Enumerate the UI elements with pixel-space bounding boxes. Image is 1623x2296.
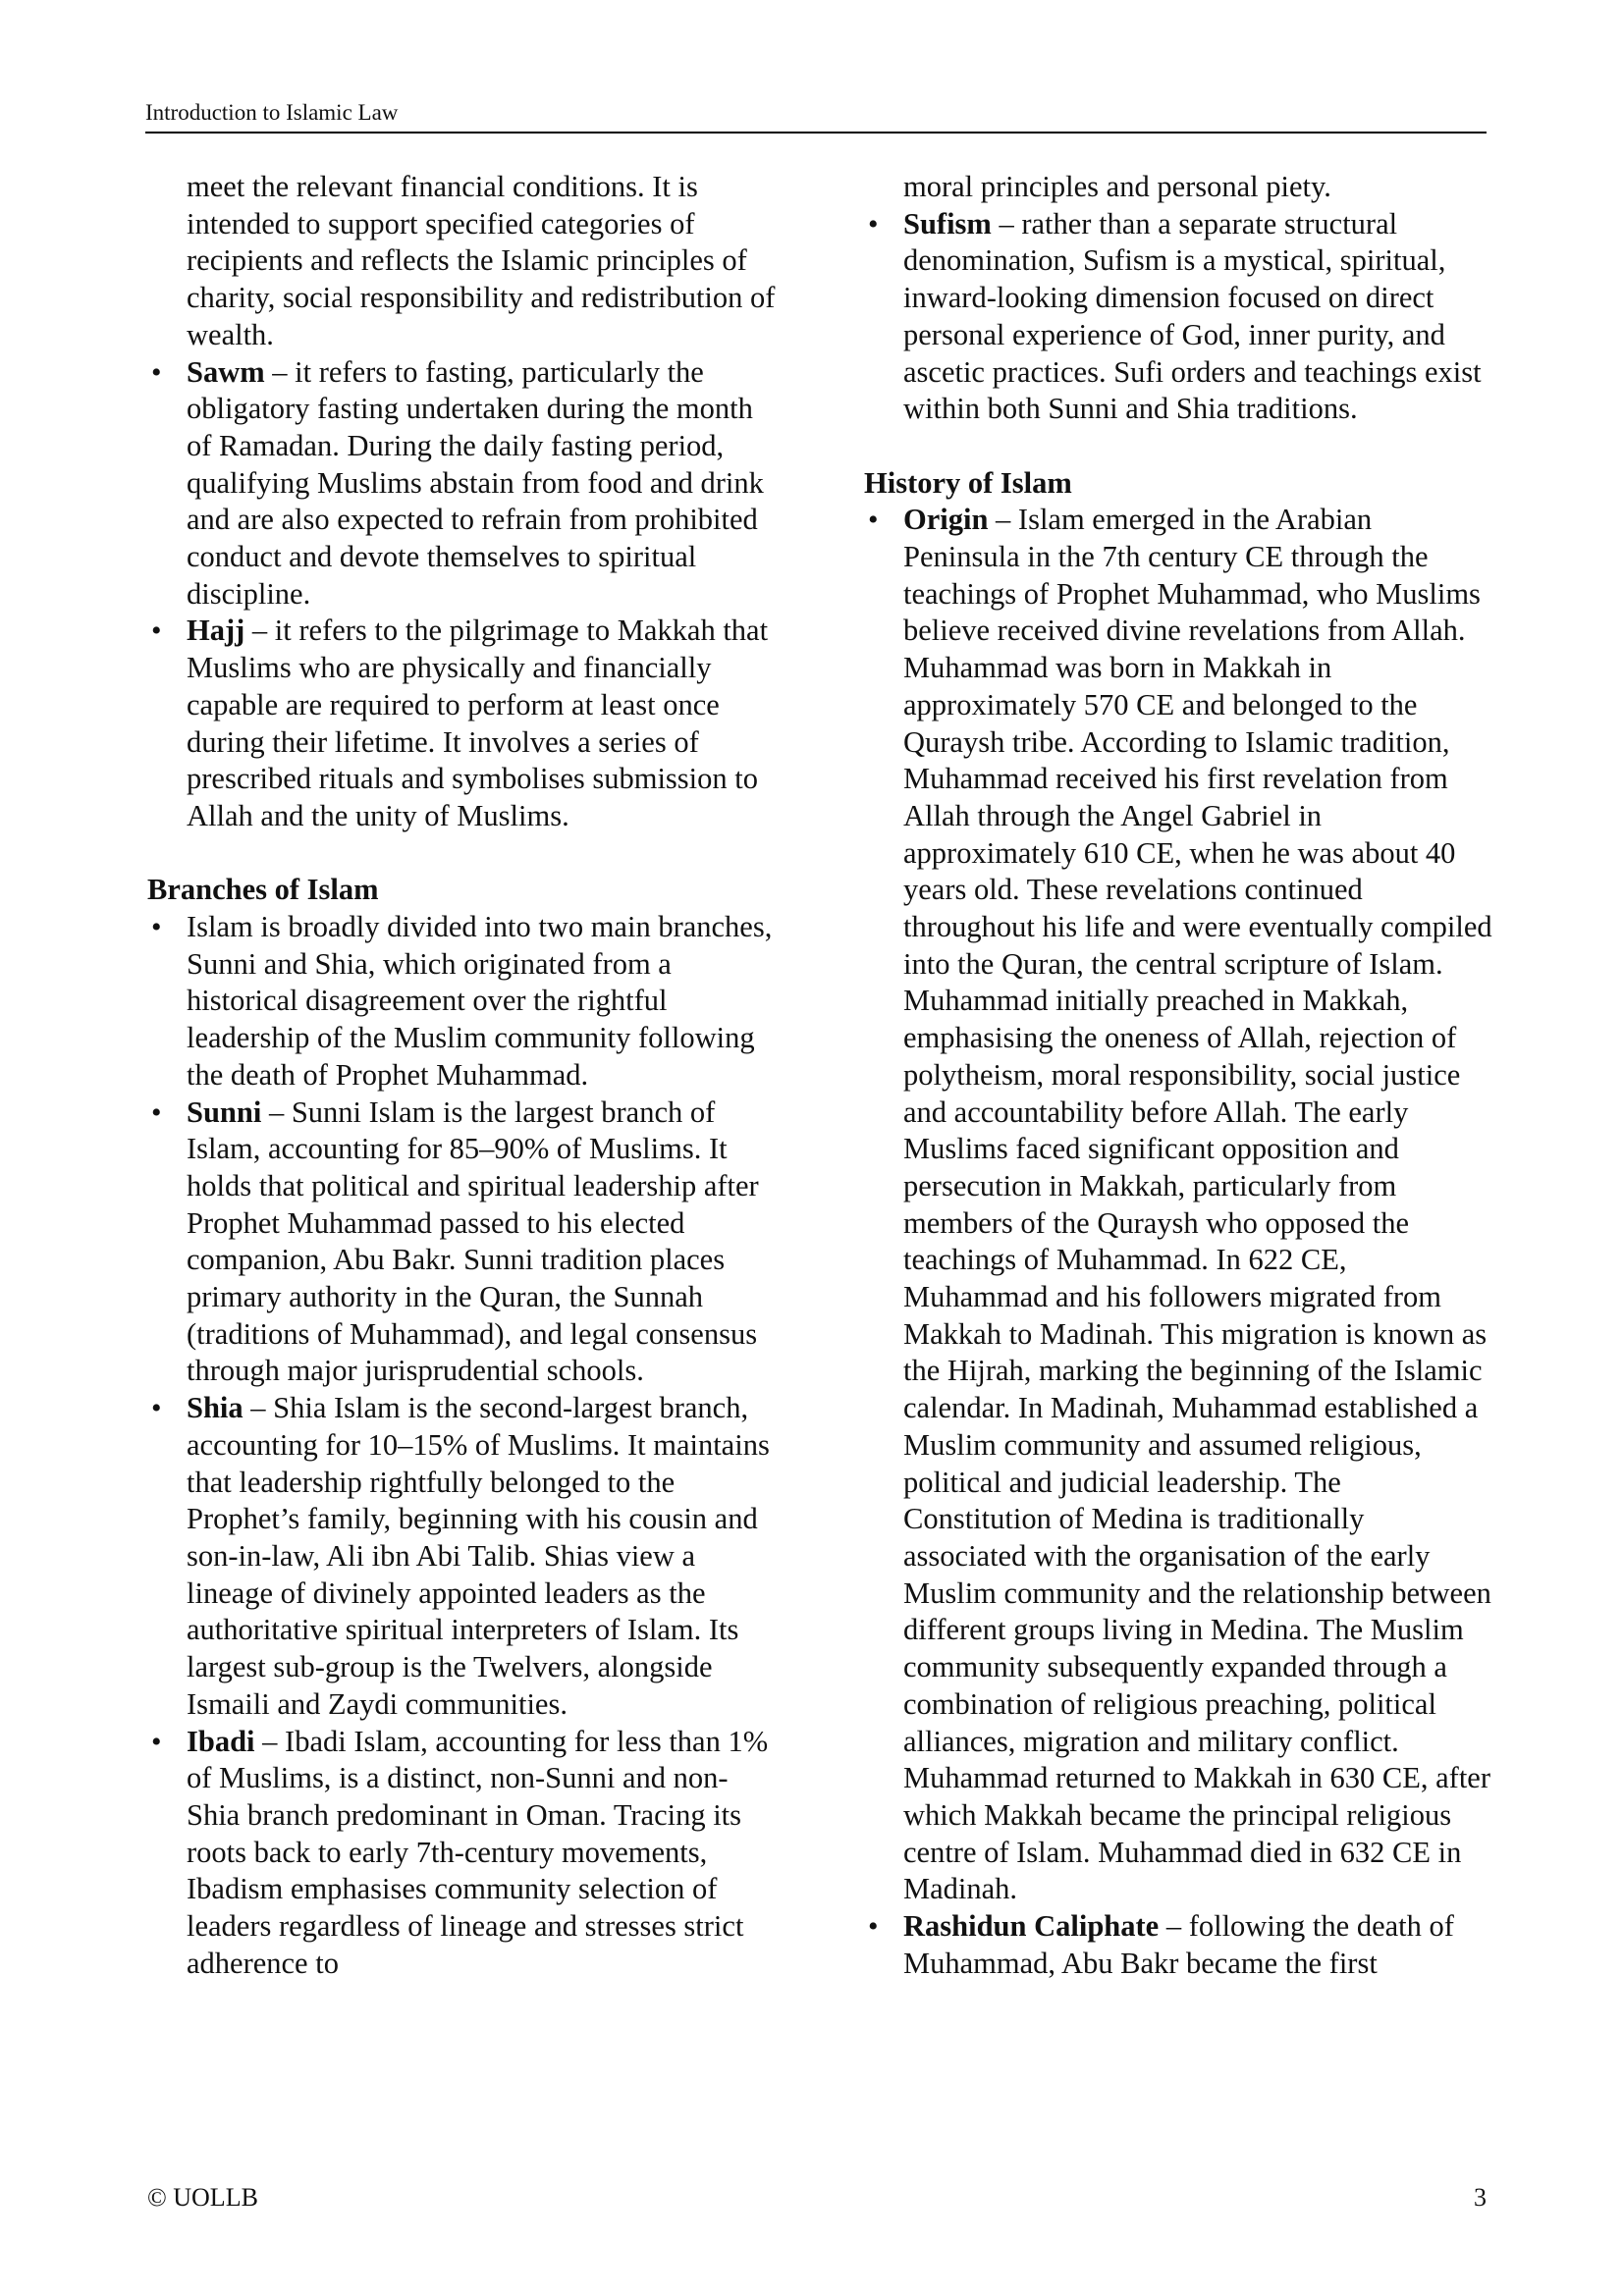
list-item-rashidun [864,1908,1492,1982]
running-header [145,98,1487,133]
bullet-icon: • [151,355,162,389]
list-item-sunni [147,1095,776,1391]
text-sawm: – it refers to fasting, particularly the obligatory fasting undertaken during the month of Ramadan. During the daily fasting period, qualifying Muslims abstain from food and drink and are also expected to refrain from prohibited conduct and devote themselves to spiritual discipline. [187,354,764,611]
left-column [147,169,776,1982]
bullet-icon: • [151,1725,162,1758]
text-rashidun: – following the death of Muhammad, Abu Bakr became the first [903,1909,1454,1980]
section-title-history: History of Islam [864,465,1072,500]
spacer [864,428,1492,465]
bullet-icon: • [868,504,879,537]
header-title: Introduction to Islamic Law [145,100,399,125]
section-title-branches: Branches of Islam [147,873,379,907]
branches-list [147,909,776,1982]
continuation-paragraph: moral principles and personal piety. [903,170,1331,203]
list-item-ibadi [147,1724,776,1983]
bullet-icon: • [151,911,162,944]
text-ibadi: – Ibadi Islam, accounting for less than 1% of Muslims, is a distinct, non-Sunni and non-Shia branch predominant in Oman. Tracing its roots back to early 7th-century movements, Ibadism emphasises community selection of leaders regardless of lineage and stresses strict adherence to [187,1724,769,1980]
bullet-icon: • [151,1095,162,1129]
spacer [147,835,776,873]
list-item-shia [147,1390,776,1723]
history-list [864,502,1492,1982]
right-column [864,169,1492,1982]
list-item-origin [864,502,1492,1908]
text-sunni: – Sunni Islam is the largest branch of Islam, accounting for 85–90% of Muslims. It holds that political and spiritual leadership after Prophet Muhammad passed to his elected companion, Abu Bakr. Sunni tradition places primary authority in the Quran, the Sunnah (traditions of Muhammad), and legal consensus through major jurisprudential schools. [187,1095,759,1388]
pillars-list [147,354,776,835]
page-number: 3 [1474,2183,1487,2212]
bullet-icon: • [151,1392,162,1425]
term-hajj: Hajj [187,614,245,648]
text-sufism: – rather than a separate structural denomination, Sufism is a mystical, spiritual, inward-looking dimension focused on direct personal experience of God, inner purity, and ascetic practices. Sufi orders and teachings exist within both Sunni and Shia traditions. [903,206,1482,426]
footer-copyright: © UOLLB [147,2183,258,2212]
list-item-hajj [147,613,776,834]
term-shia: Shia [187,1391,243,1425]
text-origin: – Islam emerged in the Arabian Peninsula in the 7th century CE through the teachings of Prophet Muhammad, who Muslims believe received divine revelations from Allah. Muhammad was born in Makkah in approximately 570 CE and belonged to the Quraysh tribe. According to Islamic tradition, Muhammad received his first revelation from Allah through the Angel Gabriel in approximately 610 CE, when he was about 40 years old. These revelations continued throughout his life and were eventually compiled into the Quran, the central scripture of Islam. Muhammad initially preached in Makkah, emphasising the oneness of Allah, rejection of polytheism, moral responsibility, social justice and accountability before Allah. The early Muslims faced significant opposition and persecution in Makkah, particularly from members of the Quraysh who opposed the teachings of Muhammad. In 622 CE, Muhammad and his followers migrated from Makkah to Madinah. This migration is known as the Hijrah, marking the beginning of the Islamic calendar. In Madinah, Muhammad established a Muslim community and assumed religious, political and judicial leadership. The Constitution of Medina is traditionally associated with the organisation of the early Muslim community and the relationship between different groups living in Medina. The Muslim community subsequently expanded through a combination of religious preaching, political alliances, migration and military conflict. Muhammad returned to Makkah in 630 CE, after which Makkah became the principal religious centre of Islam. Muhammad died in 632 CE in Madinah. [903,503,1492,1906]
term-origin: Origin [903,503,989,537]
list-item-branches-intro [147,909,776,1095]
term-sawm: Sawm [187,354,265,389]
term-ibadi: Ibadi [187,1724,255,1758]
sufism-list [864,206,1492,428]
continuation-paragraph: meet the relevant financial conditions. It is intended to support specified categories of recipients and reflects the Islamic principles of charity, social responsibility and redistribution of wealth. [187,170,776,351]
bullet-icon: • [151,614,162,648]
term-sunni: Sunni [187,1095,262,1129]
text-shia: – Shia Islam is the second-largest branch, accounting for 10–15% of Muslims. It maintains that leadership rightfully belonged to the Prophet’s family, beginning with his cousin and son-in-law, Ali ibn Abi Talib. Shias view a lineage of divinely appointed leaders as the authoritative spiritual interpreters of Islam. Its largest sub-group is the Twelvers, alongside Ismaili and Zaydi communities. [187,1391,770,1721]
term-rashidun: Rashidun Caliphate [903,1909,1160,1944]
term-sufism: Sufism [903,206,992,240]
bullet-icon: • [868,1910,879,1944]
text-hajj: – it refers to the pilgrimage to Makkah that Muslims who are physically and financially capable are required to perform at least once during their lifetime. It involves a series of prescribed rituals and symbolises submission to Allah and the unity of Muslims. [187,614,769,832]
text-branches-intro: Islam is broadly divided into two main branches, Sunni and Shia, which originated from a historical disagreement over the rightful leadership of the Muslim community following the death of Prophet Muhammad. [187,910,773,1092]
list-item-sawm [147,354,776,614]
bullet-icon: • [868,207,879,240]
list-item-sufism [864,206,1492,428]
